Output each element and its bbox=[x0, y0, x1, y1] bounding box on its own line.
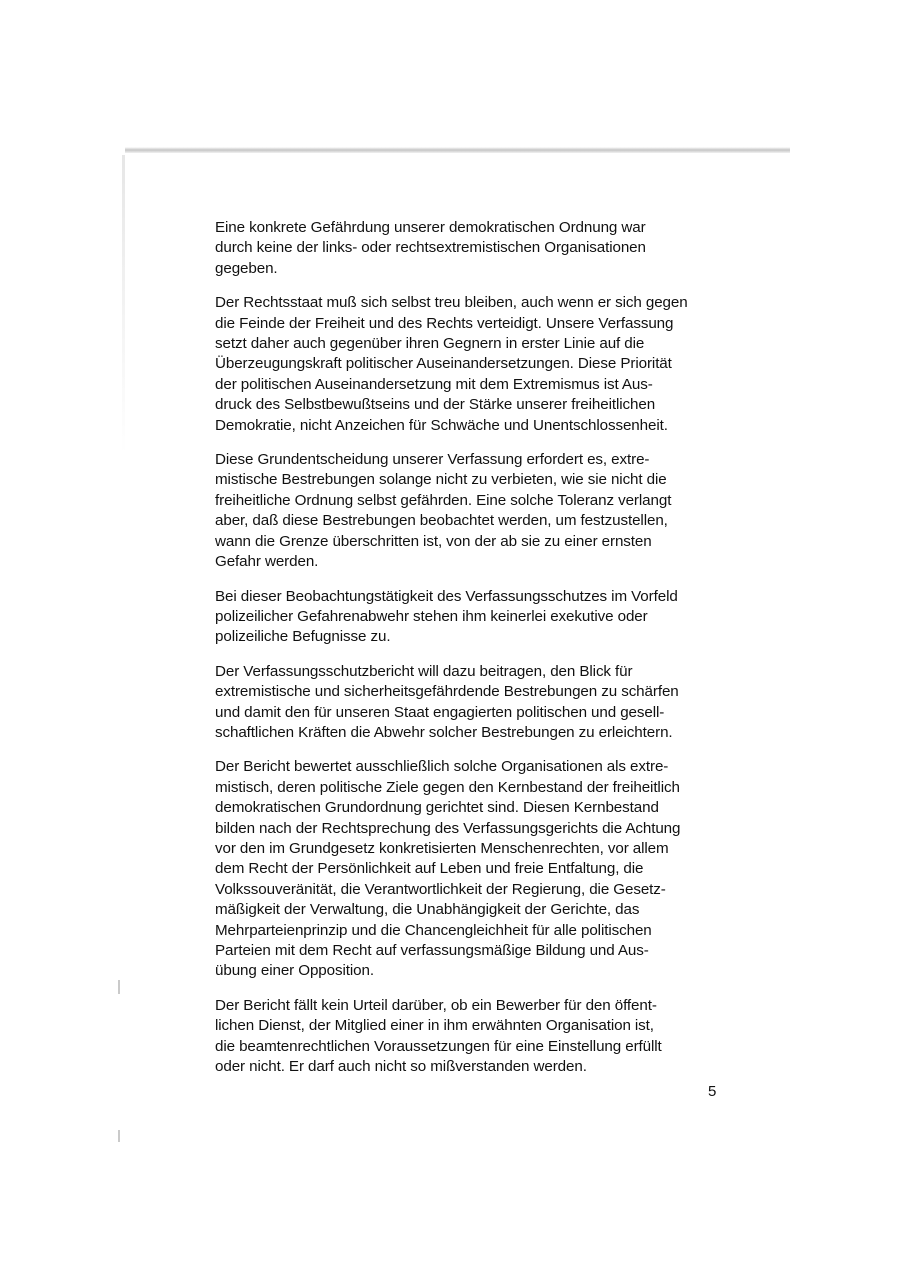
scan-mark bbox=[118, 1130, 120, 1142]
page-number: 5 bbox=[708, 1083, 717, 1100]
document-body bbox=[215, 218, 725, 1091]
paragraph: Eine konkrete Gefährdung unserer demokratischen Ordnung war durch keine der links- oder rechtsextremistischen Organisationen gegeben. bbox=[215, 219, 646, 277]
scan-edge-top bbox=[125, 147, 790, 153]
paragraph: Der Bericht bewertet ausschließlich solche Organisationen als extre- mistisch, deren politische Ziele gegen den Kernbestand der freiheitlich demokratischen Grundordnung gerichtet sind. Diesen Kernbestand bilden nach der Rechtsprechung des Verfassungsgerichts die Achtung vor den im Grundgesetz konkretisierten Menschenrechten, vor allem dem Recht der Persönlichkeit auf Leben und freie Entfaltung, die Volkssouveränität, die Verantwortlichkeit der Regierung, die Gesetz- mäßigkeit der Verwaltung, die Unabhängigkeit der Gerichte, das Mehrparteienprinzip und die Chancengleichheit für alle politischen Parteien mit dem Recht auf verfassungsmäßige Bildung und Aus- übung einer Opposition. bbox=[215, 758, 681, 980]
paragraph: Der Bericht fällt kein Urteil darüber, ob ein Bewerber für den öffent- lichen Dienst, der Mitglied einer in ihm erwähnten Organisation ist, die beamtenrechtlichen Voraussetzungen für eine Einstellung erfüllt oder nicht. Er darf auch nicht so mißverstanden werden. bbox=[215, 996, 662, 1076]
paragraph: Der Rechtsstaat muß sich selbst treu bleiben, auch wenn er sich gegen die Feinde der Freiheit und des Rechts verteidigt. Unsere Verfassung setzt daher auch gegenüber ihren Gegnern in erster Linie auf die Überzeugungskraft politischer Auseinandersetzungen. Diese Priorität der politischen Auseinandersetzung mit dem Extremismus ist Aus- druck des Selbstbewußtseins und der Stärke unserer freiheitlichen Demokratie, nicht Anzeichen für Schwäche und Unentschlossenheit. bbox=[215, 294, 688, 434]
paragraph: Der Verfassungsschutzbericht will dazu beitragen, den Blick für extremistische und sicherheitsgefährdende Bestrebungen zu schärfen und damit den für unseren Staat engagierten politischen und gesell- schaftlichen Kräften die Abwehr solcher Bestrebungen zu erleichtern. bbox=[215, 662, 679, 741]
scan-mark bbox=[118, 980, 120, 994]
scan-edge-left bbox=[122, 155, 125, 455]
paragraph: Diese Grundentscheidung unserer Verfassung erfordert es, extre- mistische Bestrebungen solange nicht zu verbieten, wie sie nicht die freiheitliche Ordnung selbst gefährden. Eine solche Toleranz verlangt aber, daß diese Bestrebungen beobachtet werden, um festzustellen, wann die Grenze überschritten ist, von der ab sie zu einer ernsten Gefahr werden. bbox=[215, 451, 672, 571]
paragraph: Bei dieser Beobachtungstätigkeit des Verfassungsschutzes im Vorfeld polizeilicher Gefahrenabwehr stehen ihm keinerlei exekutive oder polizeiliche Befugnisse zu. bbox=[215, 587, 678, 646]
